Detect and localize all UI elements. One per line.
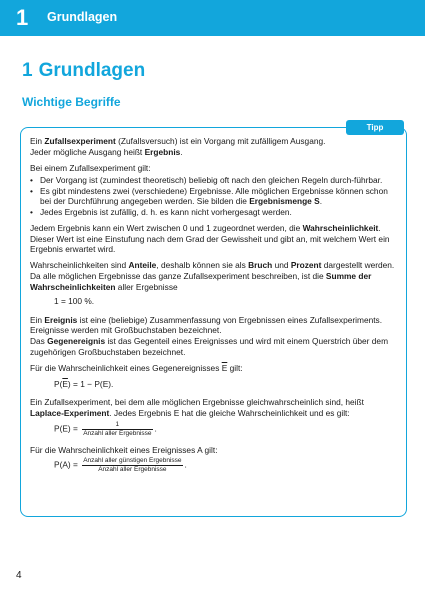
fraction: $\frac{1}{\text{Anzahl aller Ergebnisse}}$ <box>83 420 152 437</box>
chapter-number: 1 <box>16 5 29 30</box>
chapter-title: Grundlagen <box>47 10 118 24</box>
paragraph-ereignis: Ein Ereignis ist eine (beliebige) Zusammenfassung von Ergebnissen eines Zufallsexperiments. Ereignisse werden mit Großbuchstaben bezeichnet. Das Gegenereignis ist das Gegenteil eines Ereignisses und wird mit einem Querstrich über dem zugehörigen Großbuchstaben bezeichnet. <box>30 314 389 357</box>
paragraph-anteile: Wahrscheinlichkeiten sind Anteile, deshalb können sie als Bruch und Prozent dargestellt werden. Da alle möglichen Ergebnisse das ganze Zufallsexperiment beschreiben, ist die Summe der Wahrscheinlichkeiten aller Ergebnisse <box>30 260 395 292</box>
paragraph-laplace: Ein Zufallsexperiment, bei dem alle möglichen Ergebnisse gleichwahrscheinlich sind, heißt Laplace-Experiment. Jedes Ergebnis E hat die gleiche Wahrscheinlichkeit und es gilt: <box>30 397 364 418</box>
list-item: • Der Vorgang ist (zumindest theoretisch) beliebig oft nach den gleichen Regeln durch-führbar. <box>30 175 398 186</box>
section-heading <box>22 60 145 82</box>
subsection-heading: Wichtige Begriffe <box>22 95 121 109</box>
formula-ereignis-a: P(A) = $\frac{\text{Anzahl aller günstigen Ergebnisse}}{\text{Anzahl aller Ergebnisse}}$ . <box>54 457 187 474</box>
tip-content <box>30 136 398 480</box>
conditions-list <box>30 175 398 217</box>
formula-laplace: P(E) = $\frac{1}{\text{Anzahl aller Ergebnisse}}$ . <box>54 420 157 437</box>
paragraph-conditions-intro: Bei einem Zufallsexperiment gilt: <box>30 162 151 173</box>
formula-sum: 1 = 100 %. <box>54 296 95 307</box>
page-number: 4 <box>16 570 22 581</box>
list-item: • Es gibt mindestens zwei (verschiedene) Ergebnisse. Alle möglichen Ergebnisse können schon bei der Durchführung angegeben werden. Sie bilden die Ergebnismenge S. <box>30 186 398 207</box>
list-item: • Jedes Ergebnis ist zufällig, d. h. es kann nicht vorhergesagt werden. <box>30 207 398 218</box>
section-title: Grundlagen <box>38 60 146 81</box>
section-number: 1 <box>22 60 33 81</box>
tip-label: Tipp <box>346 120 404 135</box>
paragraph-zufallsexperiment: Ein Zufallsexperiment (Zufallsversuch) ist ein Vorgang mit zufälligem Ausgang. Jeder mögliche Ausgang heißt Ergebnis. <box>30 136 326 157</box>
paragraph-wahrscheinlichkeit: Jedem Ergebnis kann ein Wert zwischen 0 und 1 zugeordnet werden, die Wahrscheinlichkeit. Dieser Wert ist eine Einstufung nach dem Grad der Gewissheit und gibt an, mit welchem Wert ein Ergebnis erwartet wird. <box>30 223 390 255</box>
chapter-header-bar <box>0 0 425 36</box>
formula-gegenereignis: $P(\overline{E}) = 1 - P(E)$. <box>54 378 114 389</box>
fraction: $\frac{\text{Anzahl aller günstigen Ergebnisse}}{\text{Anzahl aller Ergebnisse}}$ <box>83 457 182 474</box>
paragraph-gegenereignis: Für die Wahrscheinlichkeit eines Gegenereignisses $\overline{E}$ gilt: <box>30 362 243 373</box>
paragraph-ereignis-a: Für die Wahrscheinlichkeit eines Ereignisses A gilt: <box>30 444 218 455</box>
